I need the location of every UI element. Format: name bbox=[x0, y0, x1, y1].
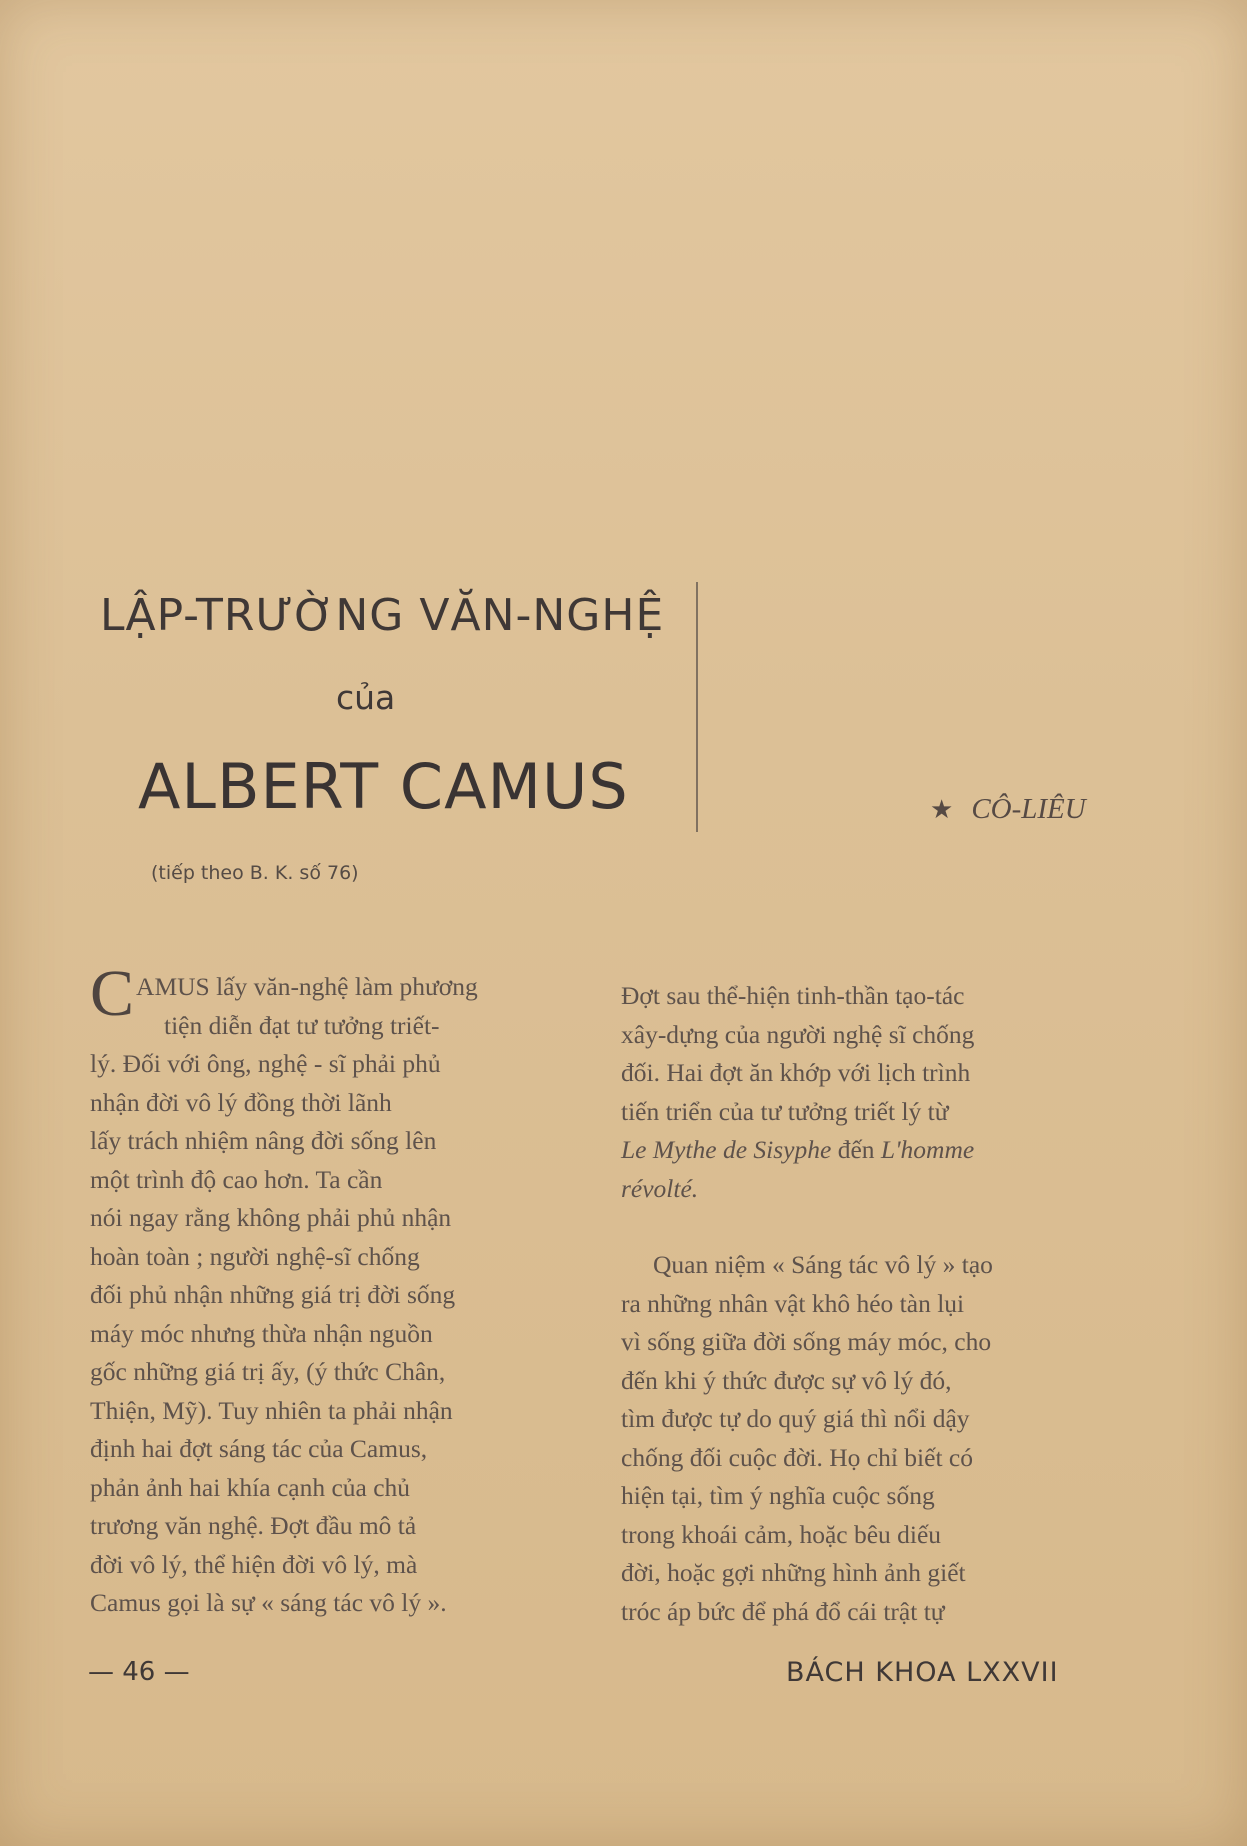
text-line: Camus gọi là sự « sáng tác vô lý ». bbox=[90, 1588, 447, 1617]
text-line: đời, hoặc gợi những hình ảnh giết bbox=[621, 1558, 966, 1587]
magazine-name: BÁCH KHOA LXXVII bbox=[786, 1657, 1059, 1688]
text-line: chống đối cuộc đời. Họ chỉ biết có bbox=[621, 1442, 973, 1472]
text-line: lý. Đối với ông, nghệ - sĩ phải phủ bbox=[90, 1049, 441, 1078]
text-line: tróc áp bức để phá đổ cái trật tự bbox=[621, 1596, 945, 1626]
text-line: Đợt sau thể-hiện tinh-thần tạo-tác bbox=[621, 981, 965, 1010]
text-line: nhận đời vô lý đồng thời lãnh bbox=[90, 1087, 392, 1117]
text-line: phản ảnh hai khía cạnh của chủ bbox=[90, 1472, 411, 1502]
author-byline bbox=[930, 793, 1086, 826]
text-line: đối. Hai đợt ăn khớp với lịch trình bbox=[621, 1058, 971, 1087]
continued-note: (tiếp theo B. K. số 76) bbox=[151, 862, 359, 884]
text-line: một trình độ cao hơn. Ta cần bbox=[90, 1164, 383, 1194]
text-line: tìm được tự do quý giá thì nổi dậy bbox=[621, 1404, 970, 1433]
title-line-3: ALBERT CAMUS bbox=[138, 750, 629, 823]
book-title-sisyphe: Le Mythe de Sisyphe bbox=[621, 1135, 832, 1164]
text-line: AMUS lấy văn-nghệ làm phương bbox=[136, 972, 478, 1001]
title-divider bbox=[696, 582, 698, 832]
text-line: trong khoái cảm, hoặc bêu diếu bbox=[621, 1519, 942, 1549]
page-number: — 46 — bbox=[88, 1657, 190, 1687]
text-line: gốc những giá trị ấy, (ý thức Chân, bbox=[90, 1357, 446, 1386]
text-line: tiến triển của tư tưởng triết lý từ bbox=[621, 1096, 949, 1126]
text-line: nói ngay rằng không phải phủ nhận bbox=[90, 1203, 452, 1232]
book-title-revolte: révolté. bbox=[621, 1173, 699, 1203]
text-line bbox=[621, 1131, 1121, 1170]
drop-cap: C bbox=[90, 957, 135, 1030]
text-line: định hai đợt sáng tác của Camus, bbox=[90, 1434, 428, 1463]
star-icon: ★ bbox=[930, 795, 954, 824]
text-line: tiện diễn đạt tư tưởng triết- bbox=[164, 1010, 440, 1040]
text-line: xây-dựng của người nghệ sĩ chống bbox=[621, 1019, 975, 1049]
text-line: hoàn toàn ; người nghệ-sĩ chống bbox=[90, 1241, 420, 1271]
title-line-2: của bbox=[336, 678, 396, 717]
text-line: vì sống giữa đời sống máy móc, cho bbox=[621, 1327, 992, 1356]
text-line: ra những nhân vật khô héo tàn lụi bbox=[621, 1288, 965, 1318]
title-line-1: LẬP-TRƯỜNG VĂN-NGHỆ bbox=[100, 590, 665, 641]
text-line: Thiện, Mỹ). Tuy nhiên ta phải nhận bbox=[90, 1395, 453, 1425]
text-line: lấy trách nhiệm nâng đời sống lên bbox=[90, 1126, 437, 1155]
paragraph-gap bbox=[621, 1208, 1121, 1246]
book-title-homme: L'homme bbox=[880, 1135, 975, 1164]
text-line: đối phủ nhận những giá trị đời sống bbox=[90, 1280, 456, 1309]
text-line: đến khi ý thức được sự vô lý đó, bbox=[621, 1365, 952, 1395]
author-name: CÔ-LIÊU bbox=[971, 793, 1086, 825]
text-line: máy móc nhưng thừa nhận nguồn bbox=[90, 1318, 433, 1348]
text-line: Quan niệm « Sáng tác vô lý » tạo bbox=[653, 1250, 993, 1279]
column-right bbox=[621, 977, 1121, 1631]
text-line: hiện tại, tìm ý nghĩa cuộc sống bbox=[621, 1481, 935, 1510]
text-line: đời vô lý, thể hiện đời vô lý, mà bbox=[90, 1549, 418, 1579]
text-fragment: đến bbox=[831, 1135, 881, 1164]
column-left bbox=[90, 957, 590, 1623]
text-line: trương văn nghệ. Đợt đầu mô tả bbox=[90, 1511, 417, 1540]
